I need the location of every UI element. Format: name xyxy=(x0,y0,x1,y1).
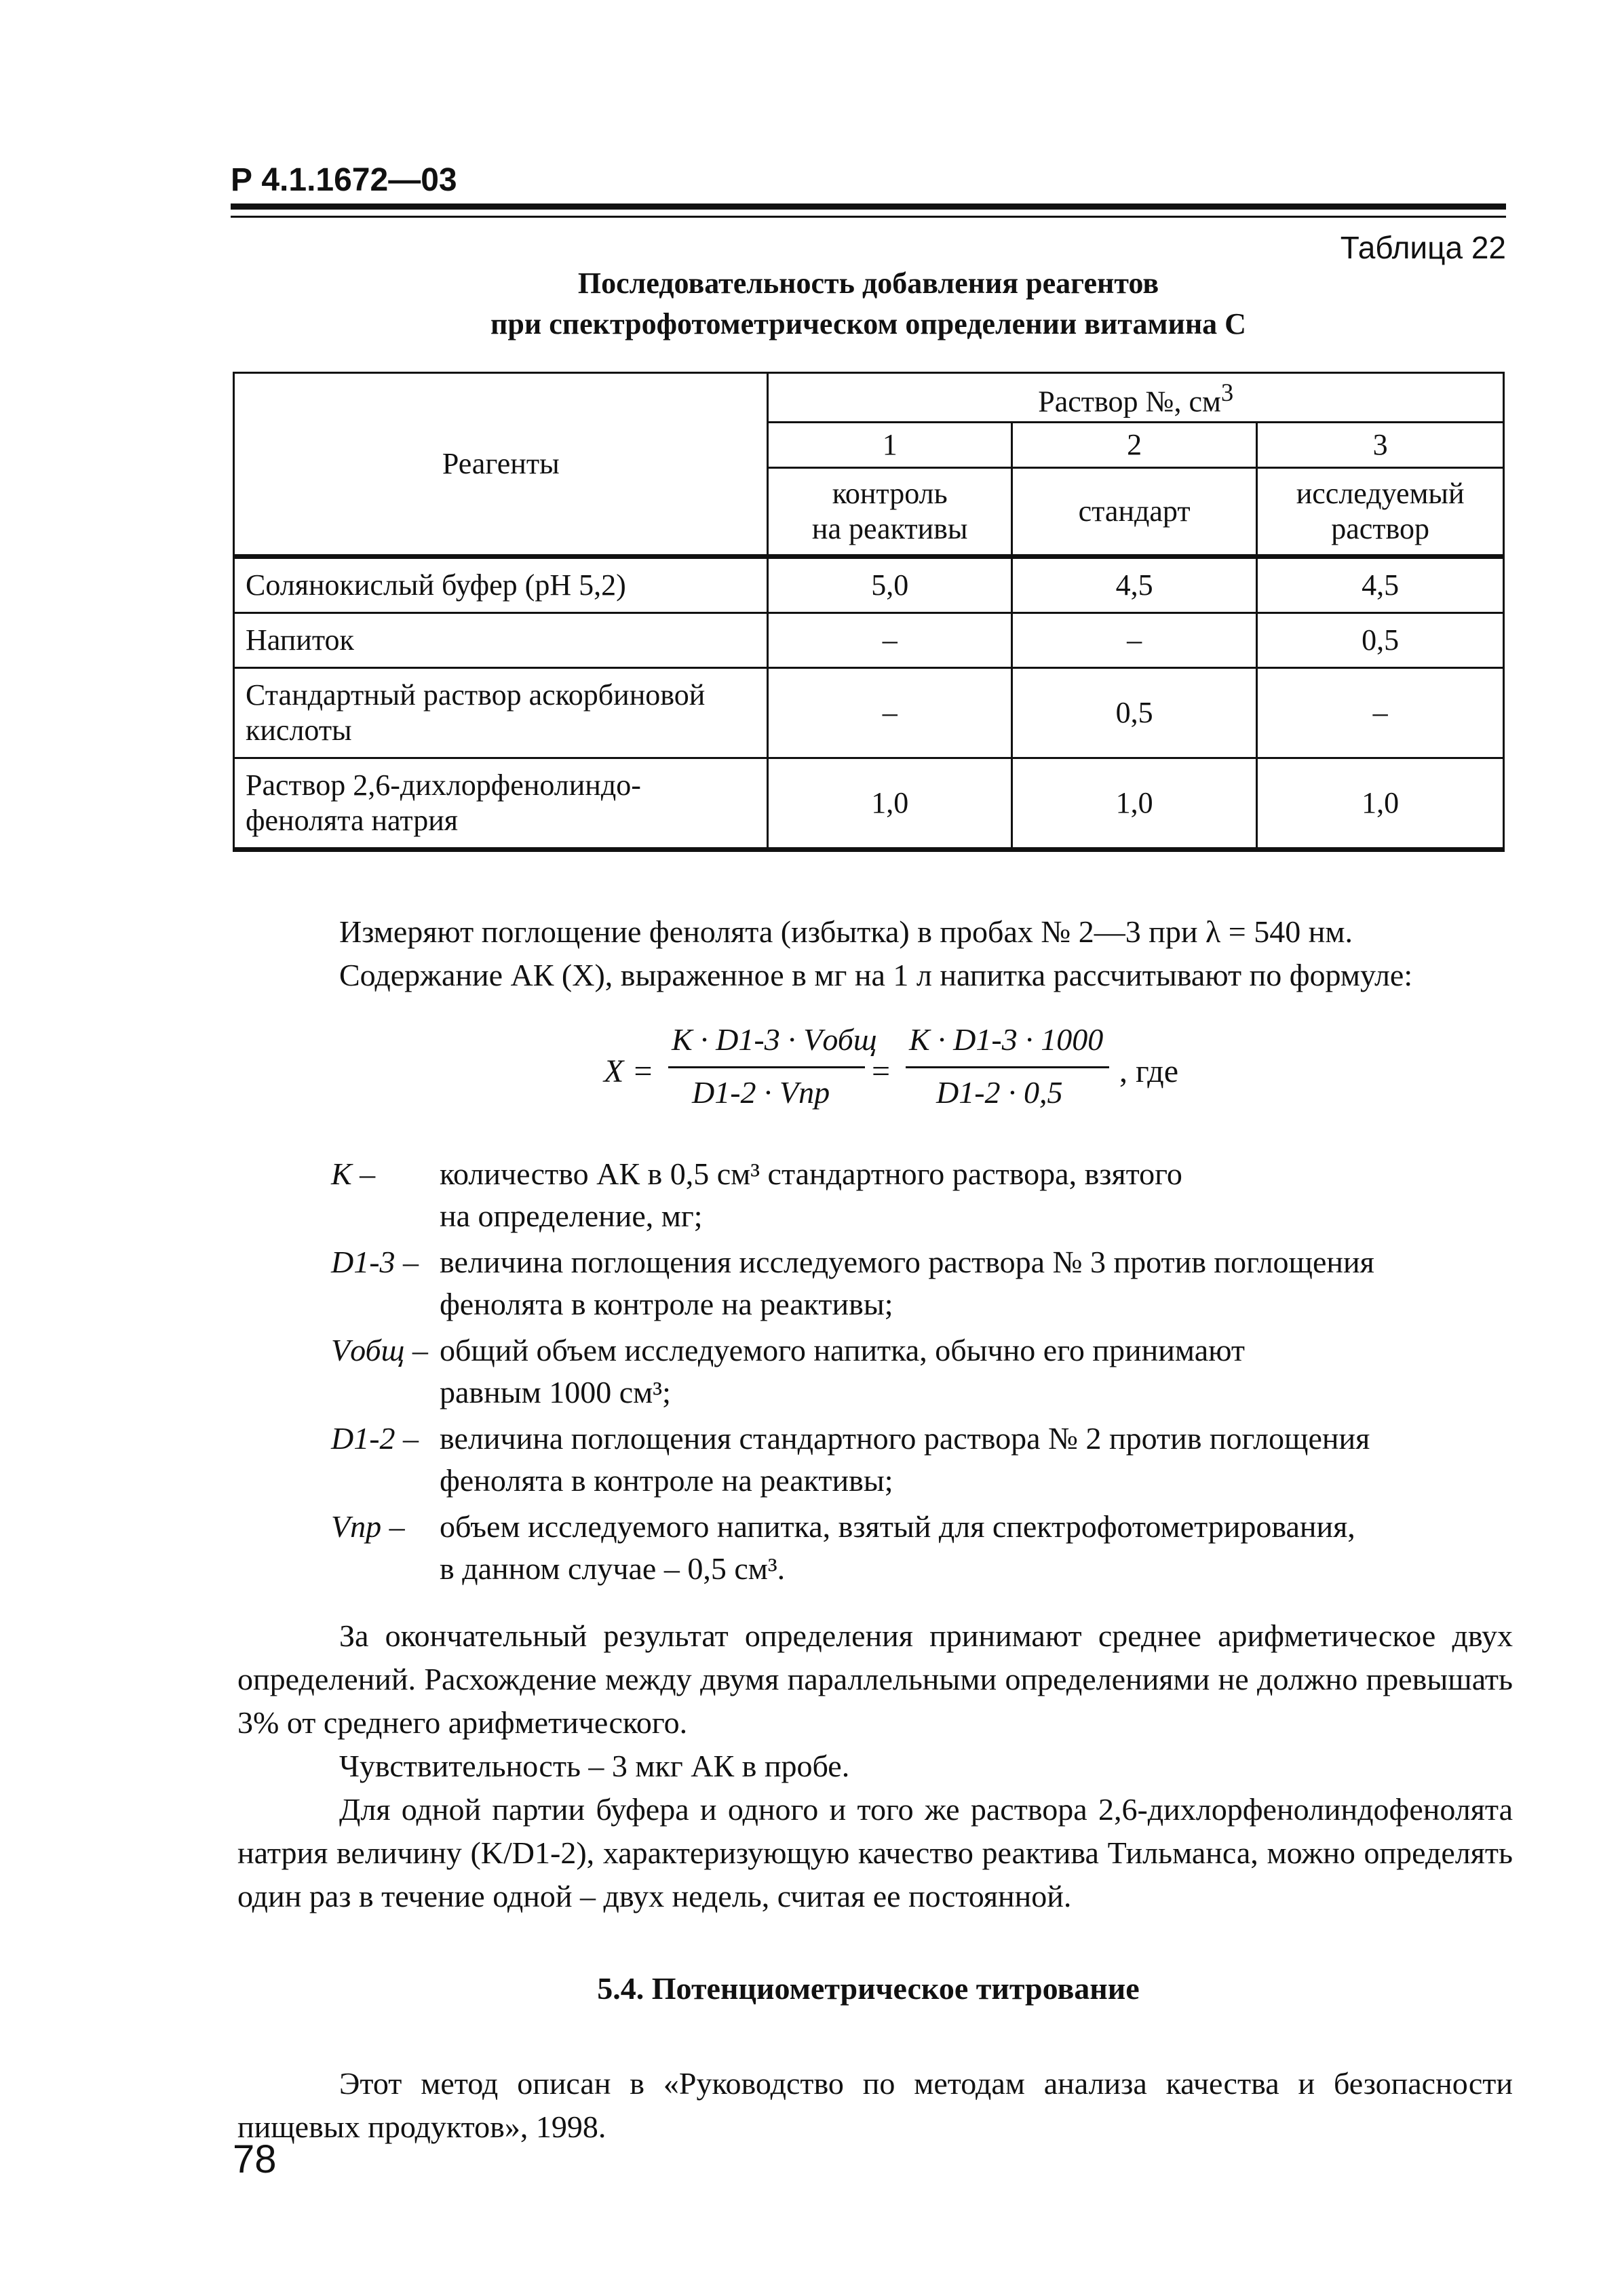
cell-value: 4,5 xyxy=(1011,557,1256,613)
definition-text: количество АК в 0,5 см³ стандартного раствора, взятого на определение, мг; xyxy=(440,1156,1182,1233)
header-reagents: Реагенты xyxy=(234,373,768,557)
header-solution-unit-exp: 3 xyxy=(1220,378,1234,407)
definition-text: величина поглощения исследуемого раствора № 3 против поглощения фенолята в контроле на реактивы; xyxy=(440,1245,1374,1321)
header-solution: Раствор №, $см^3$ xyxy=(768,373,1504,423)
definition-symbol: Vпр – xyxy=(331,1509,405,1544)
reagent-name: Солянокислый буфер (рН 5,2) xyxy=(234,557,768,613)
definition-item xyxy=(331,1506,1518,1590)
definition-item xyxy=(331,1241,1518,1325)
cell-value: 0,5 xyxy=(1257,613,1504,668)
final-result-paragraph: За окончательный результат определения принимают среднее арифметическое двух определений. Расхождение между двумя параллельными определениями не должно превышать 3% от среднего арифметического. xyxy=(237,1618,1513,1740)
document-code: Р 4.1.1672—03 xyxy=(231,162,457,198)
method-note-paragraph: Этот метод описан в «Руководство по методам анализа качества и безопасности пищевых продуктов», 1998. xyxy=(237,2066,1513,2144)
cell-value: 1,0 xyxy=(768,758,1011,850)
formula-lhs: X = xyxy=(604,1053,654,1089)
formula-numerator-2: K · D1-3 · 1000 xyxy=(909,1022,1104,1057)
reagent-name: Стандартный раствор аскорбиновой кислоты xyxy=(234,668,768,758)
col-num-1: 1 xyxy=(768,423,1011,468)
content-paragraph: Содержание АК (X), выраженное в мг на 1 л напитка рассчитывают по формуле: xyxy=(339,958,1413,992)
definition-text: величина поглощения стандартного раствора № 2 против поглощения фенолята в контроле на реактивы; xyxy=(440,1421,1370,1498)
page-number: 78 xyxy=(233,2137,277,2181)
definition-text: объем исследуемого напитка, взятый для спектрофотометрирования, в данном случае – 0,5 см³. xyxy=(440,1509,1355,1586)
col-name-3: исследуемый раствор xyxy=(1257,468,1504,557)
section-heading: 5.4. Потенциометрическое титрование xyxy=(597,1971,1140,2006)
formula-denominator-2: D1-2 · 0,5 xyxy=(936,1075,1063,1110)
reagent-name: Раствор 2,6-дихлорфенолиндо- фенолята натрия xyxy=(234,758,768,850)
header-rule-thick xyxy=(231,203,1506,210)
definition-item xyxy=(331,1153,1518,1237)
formula-numerator-1: K · D1-3 · Vобщ xyxy=(672,1022,877,1057)
table-label: Таблица 22 xyxy=(1340,230,1506,265)
measure-paragraph: Измеряют поглощение фенолята (избытка) в пробах № 2—3 при λ = 540 нм. xyxy=(339,914,1353,949)
definition-item xyxy=(331,1418,1518,1502)
cell-value: 5,0 xyxy=(768,557,1011,613)
table-row xyxy=(234,758,1504,850)
col-name-2: стандарт xyxy=(1011,468,1256,557)
col-num-2: 2 xyxy=(1011,423,1256,468)
formula-denominator-1: D1-2 · Vпр xyxy=(692,1075,830,1110)
cell-value: 1,0 xyxy=(1257,758,1504,850)
definition-item xyxy=(331,1329,1518,1414)
sensitivity-paragraph: Чувствительность – 3 мкг АК в пробе. xyxy=(339,1749,850,1783)
table-row xyxy=(234,613,1504,668)
cell-value: 1,0 xyxy=(1011,758,1256,850)
formula-equals: = xyxy=(872,1053,891,1089)
cell-value: 0,5 xyxy=(1011,668,1256,758)
table-title xyxy=(231,263,1506,345)
formula-where: , где xyxy=(1119,1053,1179,1089)
definition-symbol: D1-3 – xyxy=(331,1245,419,1279)
table-header-row xyxy=(234,373,1504,423)
fraction-bar-2 xyxy=(906,1066,1109,1068)
definition-symbol: D1-2 – xyxy=(331,1421,419,1456)
table-row xyxy=(234,668,1504,758)
cell-value: 4,5 xyxy=(1257,557,1504,613)
col-name-1: контроль на реактивы xyxy=(768,468,1011,557)
cell-value: – xyxy=(768,668,1011,758)
buffer-note-paragraph: Для одной партии буфера и одного и того же раствора 2,6-дихлорфенолиндофенолята натрия величину (K/D1-2), характеризующую качество реактива Тильманса, можно определять один раз в течение одной – двух недель, считая ее постоянной. xyxy=(237,1792,1513,1913)
reagents-table xyxy=(233,372,1505,852)
cell-value: – xyxy=(1011,613,1256,668)
table-title-line-1: Последовательность добавления реагентов xyxy=(577,267,1159,300)
reagent-name: Напиток xyxy=(234,613,768,668)
formula xyxy=(597,1017,1194,1119)
table-row xyxy=(234,557,1504,613)
cell-value: – xyxy=(1257,668,1504,758)
header-rule-thin xyxy=(231,216,1506,218)
fraction-bar-1 xyxy=(668,1066,865,1068)
definition-text: общий объем исследуемого напитка, обычно его принимают равным 1000 см³; xyxy=(440,1333,1245,1409)
col-num-3: 3 xyxy=(1257,423,1504,468)
definition-symbol: K – xyxy=(331,1156,376,1191)
cell-value: – xyxy=(768,613,1011,668)
definition-symbol: Vобщ – xyxy=(331,1333,428,1367)
table-title-line-2: при спектрофотометрическом определении витамина С xyxy=(490,307,1246,340)
